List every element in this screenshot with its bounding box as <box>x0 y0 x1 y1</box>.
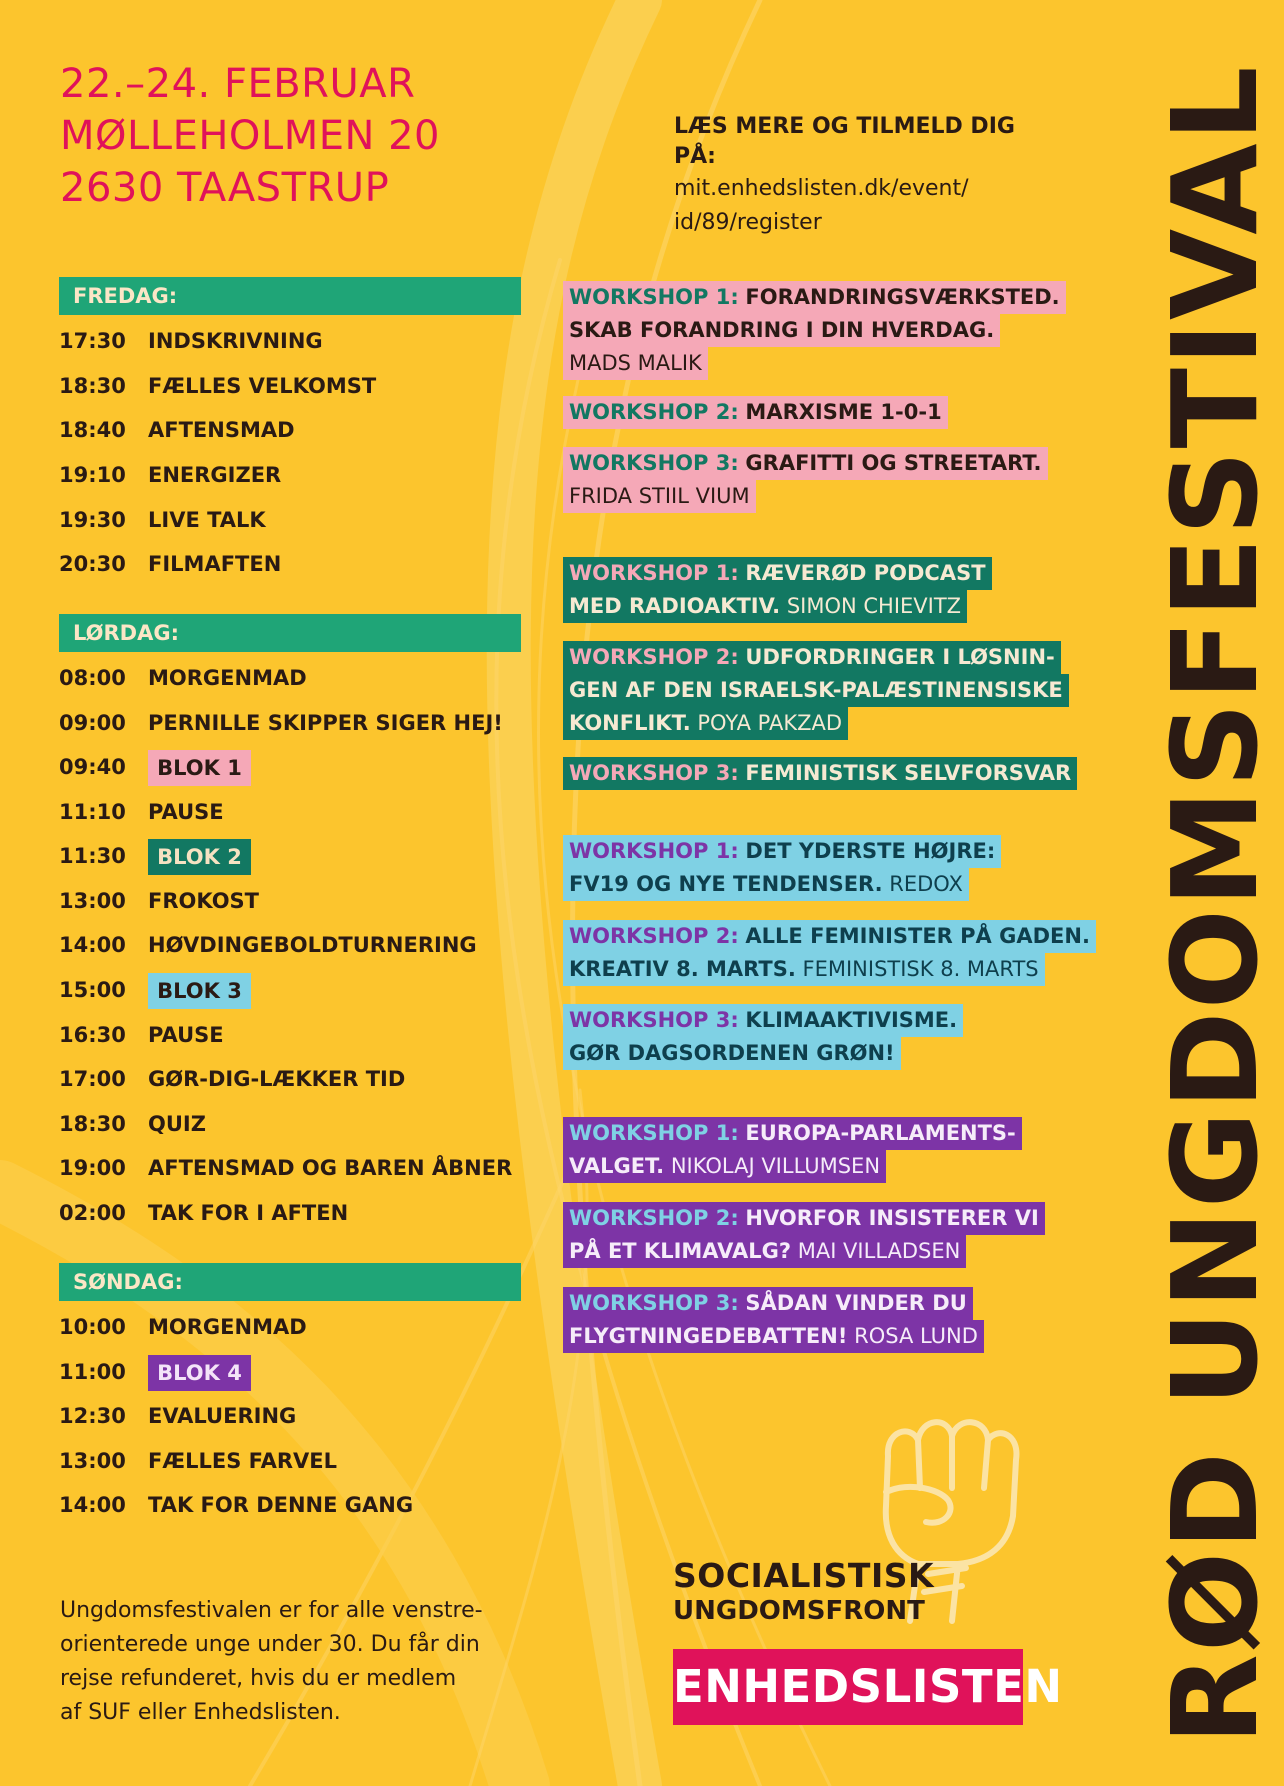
blok-1-badge: BLOK 1 <box>148 750 251 786</box>
schedule-activity: EVALUERING <box>148 1404 297 1428</box>
schedule-time: 15:00 <box>59 978 126 1002</box>
event-address <box>60 58 440 214</box>
workshop-line: FLYGTNINGEDEBATTEN! ROSA LUND <box>563 1320 984 1353</box>
schedule-time: 11:00 <box>59 1360 126 1384</box>
schedule-time: 08:00 <box>59 666 126 690</box>
workshop-line: PÅ ET KLIMAVALG? MAI VILLADSEN <box>563 1235 966 1268</box>
schedule-time: 10:00 <box>59 1315 126 1339</box>
suf-logo <box>673 1556 934 1626</box>
footer-note-line: Ungdomsfestivalen er for alle venstre- <box>60 1598 483 1623</box>
workshop-line: WORKSHOP 1: EUROPA-PARLAMENTS- <box>563 1117 1022 1150</box>
workshop-item <box>563 920 1096 986</box>
blok-4-badge: BLOK 4 <box>148 1355 251 1391</box>
schedule-time: 18:40 <box>59 418 126 442</box>
workshop-line: WORKSHOP 1: DET YDERSTE HØJRE: <box>563 835 1001 868</box>
workshop-item <box>563 835 1001 901</box>
footer-note-line: af SUF eller Enhedslisten. <box>60 1700 341 1725</box>
schedule-activity: FÆLLES VELKOMST <box>148 374 377 398</box>
workshop-item <box>563 396 948 429</box>
workshop-item <box>563 641 1069 740</box>
register-info <box>674 112 1034 240</box>
schedule-time: 18:30 <box>59 374 126 398</box>
register-url-line[interactable]: mit.enhedslisten.dk/event/ <box>674 176 969 201</box>
register-heading: LÆS MERE OG TILMELD DIG PÅ: <box>674 114 1015 169</box>
footer-note-line: orienterede unge under 30. Du får din <box>60 1632 480 1657</box>
schedule-time: 16:30 <box>59 1023 126 1047</box>
schedule-activity: TAK FOR DENNE GANG <box>148 1493 414 1517</box>
workshop-item <box>563 1004 963 1070</box>
register-url-line[interactable]: id/89/register <box>674 210 822 235</box>
schedule-activity: AFTENSMAD OG BAREN ÅBNER <box>148 1156 513 1180</box>
blok-2-badge: BLOK 2 <box>148 839 251 875</box>
workshop-item <box>563 1202 1045 1268</box>
suf-logo-line1: SOCIALISTISK <box>673 1556 935 1595</box>
schedule-time: 18:30 <box>59 1112 126 1136</box>
workshop-line: KONFLIKT. POYA PAKZAD <box>563 707 848 740</box>
schedule-time: 17:30 <box>59 329 126 353</box>
schedule-time: 19:10 <box>59 463 126 487</box>
day-header-saturday: LØRDAG: <box>59 614 521 652</box>
schedule-activity: QUIZ <box>148 1112 206 1136</box>
workshop-line: MED RADIOAKTIV. SIMON CHIEVITZ <box>563 590 967 623</box>
workshop-item <box>563 1287 984 1353</box>
schedule-activity: FÆLLES FARVEL <box>148 1449 338 1473</box>
workshop-item <box>563 447 1048 513</box>
schedule-activity: PAUSE <box>148 800 224 824</box>
schedule-time: 19:00 <box>59 1156 126 1180</box>
workshop-line: WORKSHOP 3: KLIMAAKTIVISME. <box>563 1004 963 1037</box>
workshop-item <box>563 1117 1022 1183</box>
workshop-item <box>563 281 1066 380</box>
schedule-activity: MORGENMAD <box>148 1315 307 1339</box>
workshop-line: MADS MALIK <box>563 347 708 380</box>
schedule-activity: HØVDINGEBOLDTURNERING <box>148 933 477 957</box>
schedule-time: 09:00 <box>59 711 126 735</box>
schedule-time: 09:40 <box>59 755 126 779</box>
schedule-activity: FILMAFTEN <box>148 552 282 576</box>
workshop-line: VALGET. NIKOLAJ VILLUMSEN <box>563 1150 886 1183</box>
schedule-time: 14:00 <box>59 933 126 957</box>
festival-title: RØD UNGDOMSFESTIVAL <box>1146 64 1284 1745</box>
schedule-time: 13:00 <box>59 889 126 913</box>
workshop-item <box>563 557 992 623</box>
workshop-line: WORKSHOP 1: RÆVERØD PODCAST <box>563 557 992 590</box>
event-city: 2630 TAASTRUP <box>60 165 390 211</box>
workshop-line: SKAB FORANDRING I DIN HVERDAG. <box>563 314 1000 347</box>
event-street: MØLLEHOLMEN 20 <box>60 113 441 159</box>
workshop-item <box>563 757 1077 790</box>
workshop-line: FV19 OG NYE TENDENSER. REDOX <box>563 868 969 901</box>
schedule-activity: PERNILLE SKIPPER SIGER HEJ! <box>148 711 503 735</box>
workshop-line: FRIDA STIIL VIUM <box>563 480 756 513</box>
schedule-time: 13:00 <box>59 1449 126 1473</box>
schedule-activity: FROKOST <box>148 889 259 913</box>
schedule-activity: AFTENSMAD <box>148 418 295 442</box>
schedule-time: 02:00 <box>59 1201 126 1225</box>
schedule-activity: MORGENMAD <box>148 666 307 690</box>
schedule-activity: INDSKRIVNING <box>148 329 323 353</box>
event-date: 22.–24. FEBRUAR <box>60 61 416 107</box>
day-header-friday: FREDAG: <box>59 277 521 315</box>
workshop-line: WORKSHOP 3: GRAFITTI OG STREETART. <box>563 447 1048 480</box>
schedule-activity: GØR-DIG-LÆKKER TID <box>148 1067 406 1091</box>
workshop-line: WORKSHOP 2: MARXISME 1-0-1 <box>563 396 948 429</box>
schedule-activity: LIVE TALK <box>148 508 266 532</box>
schedule-activity: PAUSE <box>148 1023 224 1047</box>
schedule-time: 11:30 <box>59 844 126 868</box>
schedule-time: 12:30 <box>59 1404 126 1428</box>
schedule-time: 20:30 <box>59 552 126 576</box>
schedule-time: 14:00 <box>59 1493 126 1517</box>
day-header-sunday: SØNDAG: <box>59 1263 521 1301</box>
schedule-activity: ENERGIZER <box>148 463 282 487</box>
enhedslisten-logo: ENHEDSLISTEN <box>673 1649 1023 1725</box>
workshop-line: WORKSHOP 3: SÅDAN VINDER DU <box>563 1287 973 1320</box>
workshop-line: WORKSHOP 1: FORANDRINGSVÆRKSTED. <box>563 281 1066 314</box>
suf-logo-line2: UNGDOMSFRONT <box>673 1596 925 1626</box>
workshop-line: GØR DAGSORDENEN GRØN! <box>563 1037 901 1070</box>
workshop-line: WORKSHOP 2: UDFORDRINGER I LØSNIN- <box>563 641 1061 674</box>
workshop-line: WORKSHOP 2: ALLE FEMINISTER PÅ GADEN. <box>563 920 1096 953</box>
workshop-line: WORKSHOP 3: FEMINISTISK SELVFORSVAR <box>563 757 1077 790</box>
schedule-activity: TAK FOR I AFTEN <box>148 1201 349 1225</box>
schedule-time: 17:00 <box>59 1067 126 1091</box>
workshop-line: WORKSHOP 2: HVORFOR INSISTERER VI <box>563 1202 1045 1235</box>
blok-3-badge: BLOK 3 <box>148 973 251 1009</box>
schedule-time: 11:10 <box>59 800 126 824</box>
workshop-line: KREATIV 8. MARTS. FEMINISTISK 8. MARTS <box>563 953 1045 986</box>
footer-note <box>60 1594 510 1730</box>
workshop-line: GEN AF DEN ISRAELSK-PALÆSTINENSISKE <box>563 674 1069 707</box>
schedule-time: 19:30 <box>59 508 126 532</box>
footer-note-line: rejse refunderet, hvis du er medlem <box>60 1666 457 1691</box>
